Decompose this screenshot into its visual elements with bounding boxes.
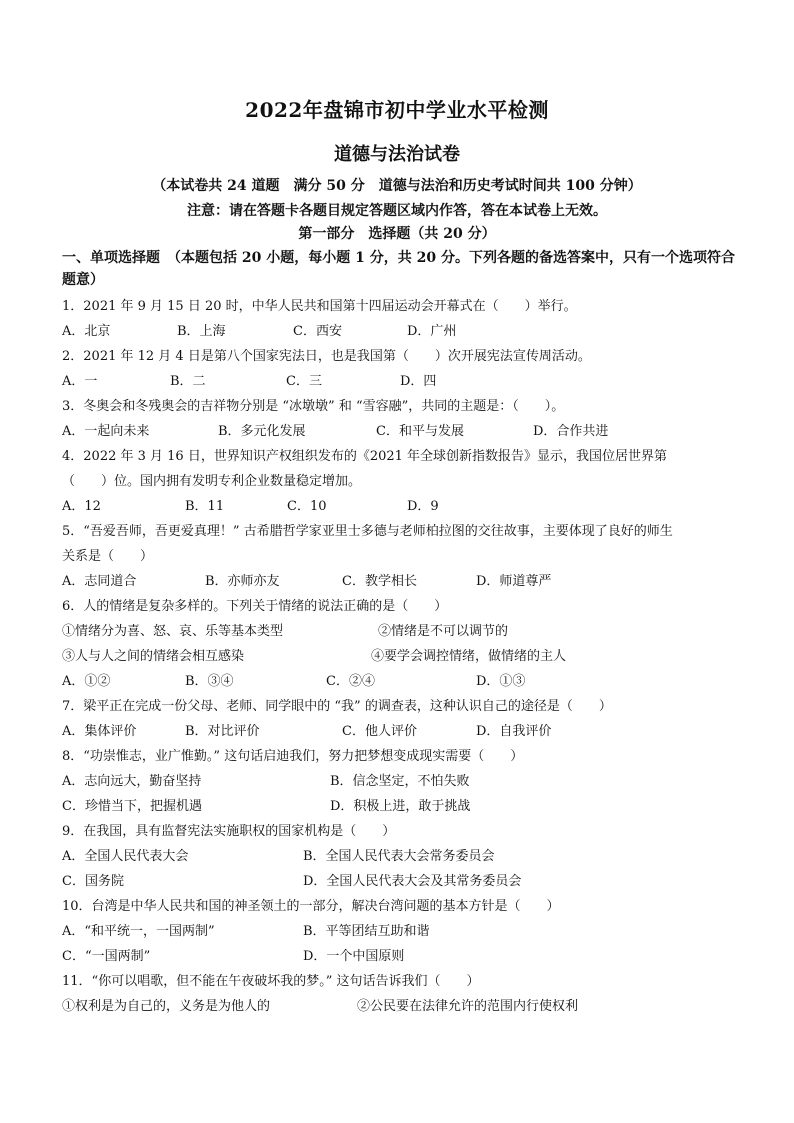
option-c: C．教学相长 <box>342 574 417 589</box>
question-5: 5．“吾爱吾师，吾更爱真理！” 古希腊哲学家亚里士多德与老师柏拉图的交往故事，主要体现了良好的师生 <box>62 524 673 539</box>
option-d: D．全国人民代表大会及其常务委员会 <box>303 874 522 889</box>
question-4-line2: （ ）位。国内拥有发明专利企业数量稳定增加。 <box>62 474 362 489</box>
section-heading: 一、单项选择题 （本题包括 20 小题，每小题 1 分，共 20 分。下列各题的备选答案中，只有一个选项符合题意） <box>62 250 735 288</box>
statement-2: ②情绪是不可以调节的 <box>378 624 509 639</box>
part-heading: 第一部分 选择题（共 20 分） <box>298 226 496 242</box>
option-a: A．“和平统一，一国两制” <box>62 924 215 939</box>
option-b: B．③④ <box>185 674 234 689</box>
statement-1: ①权利是为自己的，义务是为他人的 <box>62 999 271 1014</box>
option-c: C．和平与发展 <box>376 424 464 439</box>
question-4: 4．2022 年 3 月 16 日，世界知识产权组织发布的《2021 年全球创新指数报告》显示，我国位居世界第 <box>62 449 668 464</box>
option-c: C．国务院 <box>62 874 124 889</box>
option-c: C．10 <box>287 499 327 514</box>
question-2: 2．2021 年 12 月 4 日是第八个国家宪法日，也是我国第（ ）次开展宪法宣传周活动。 <box>62 349 591 364</box>
option-c: C．“一国两制” <box>62 949 151 964</box>
option-a: A．全国人民代表大会 <box>62 849 189 864</box>
option-d: D．积极上进，敢于挑战 <box>330 799 471 814</box>
question-7: 7．梁平正在完成一份父母、老师、同学眼中的 “我” 的调查表，这种认识自己的途径是（ ） <box>62 699 612 714</box>
question-11: 11．“你可以唱歌，但不能在午夜破坏我的梦。” 这句话告诉我们（ ） <box>62 974 480 989</box>
option-c: C．他人评价 <box>342 724 417 739</box>
option-d: D．9 <box>407 499 439 514</box>
option-c: C．西安 <box>293 324 342 339</box>
option-a: A．志向远大，勤奋坚持 <box>62 774 202 789</box>
exam-subtitle: 道德与法治试卷 <box>334 144 460 165</box>
option-b: B．11 <box>185 499 225 514</box>
option-a: A．12 <box>62 499 101 514</box>
statement-1: ①情绪分为喜、怒、哀、乐等基本类型 <box>62 624 284 639</box>
option-a: A．集体评价 <box>62 724 137 739</box>
option-d: D．①③ <box>476 674 526 689</box>
exam-info: （本试卷共 24 道题 满分 50 分 道德与法治和历史考试时间共 100 分钟） <box>152 178 642 194</box>
option-b: B．多元化发展 <box>218 424 306 439</box>
statement-4: ④要学会调控情绪，做情绪的主人 <box>371 649 567 664</box>
option-d: D．四 <box>400 374 437 389</box>
option-d: D．自我评价 <box>476 724 552 739</box>
option-b: B．信念坚定，不怕失败 <box>330 774 470 789</box>
option-b: B．亦师亦友 <box>205 574 280 589</box>
question-6: 6．人的情绪是复杂多样的。下列关于情绪的说法正确的是（ ） <box>62 599 448 614</box>
question-10: 10．台湾是中华人民共和国的神圣领土的一部分，解决台湾问题的基本方针是（ ） <box>62 899 560 914</box>
option-c: C．三 <box>286 374 322 389</box>
option-b: B．二 <box>170 374 206 389</box>
exam-title: 2022年盘锦市初中学业水平检测 <box>245 98 549 122</box>
option-d: D．师道尊严 <box>476 574 552 589</box>
option-d: D．一个中国原则 <box>303 949 405 964</box>
option-b: B．全国人民代表大会常务委员会 <box>303 849 495 864</box>
option-c: C．②④ <box>326 674 375 689</box>
option-a: A．北京 <box>62 324 111 339</box>
option-d: D．合作共进 <box>533 424 609 439</box>
option-b: B．对比评价 <box>185 724 260 739</box>
statement-3: ③人与人之间的情绪会相互感染 <box>62 649 245 664</box>
exam-notice: 注意：请在答题卡各题目规定答题区域内作答，答在本试卷上无效。 <box>187 203 607 219</box>
option-a: A．一起向未来 <box>62 424 150 439</box>
question-1: 1．2021 年 9 月 15 日 20 时，中华人民共和国第十四届运动会开幕式在（ ）举行。 <box>62 299 577 314</box>
option-b: B．上海 <box>177 324 226 339</box>
question-5-line2: 关系是（ ） <box>62 549 154 564</box>
option-a: A．①② <box>62 674 111 689</box>
question-9: 9．在我国，具有监督宪法实施职权的国家机构是（ ） <box>62 824 396 839</box>
option-b: B．平等团结互助和谐 <box>303 924 430 939</box>
question-3: 3．冬奥会和冬残奥会的吉祥物分别是 “冰墩墩” 和 “雪容融”，共同的主题是：（ ）。 <box>62 399 565 414</box>
option-a: A．一 <box>62 374 98 389</box>
option-a: A．志同道合 <box>62 574 137 589</box>
option-d: D．广州 <box>407 324 457 339</box>
statement-2: ②公民要在法律允许的范围内行使权利 <box>357 999 579 1014</box>
question-8: 8．“功崇惟志，业广惟勤。” 这句话启迪我们，努力把梦想变成现实需要（ ） <box>62 749 524 764</box>
option-c: C．珍惜当下，把握机遇 <box>62 799 202 814</box>
